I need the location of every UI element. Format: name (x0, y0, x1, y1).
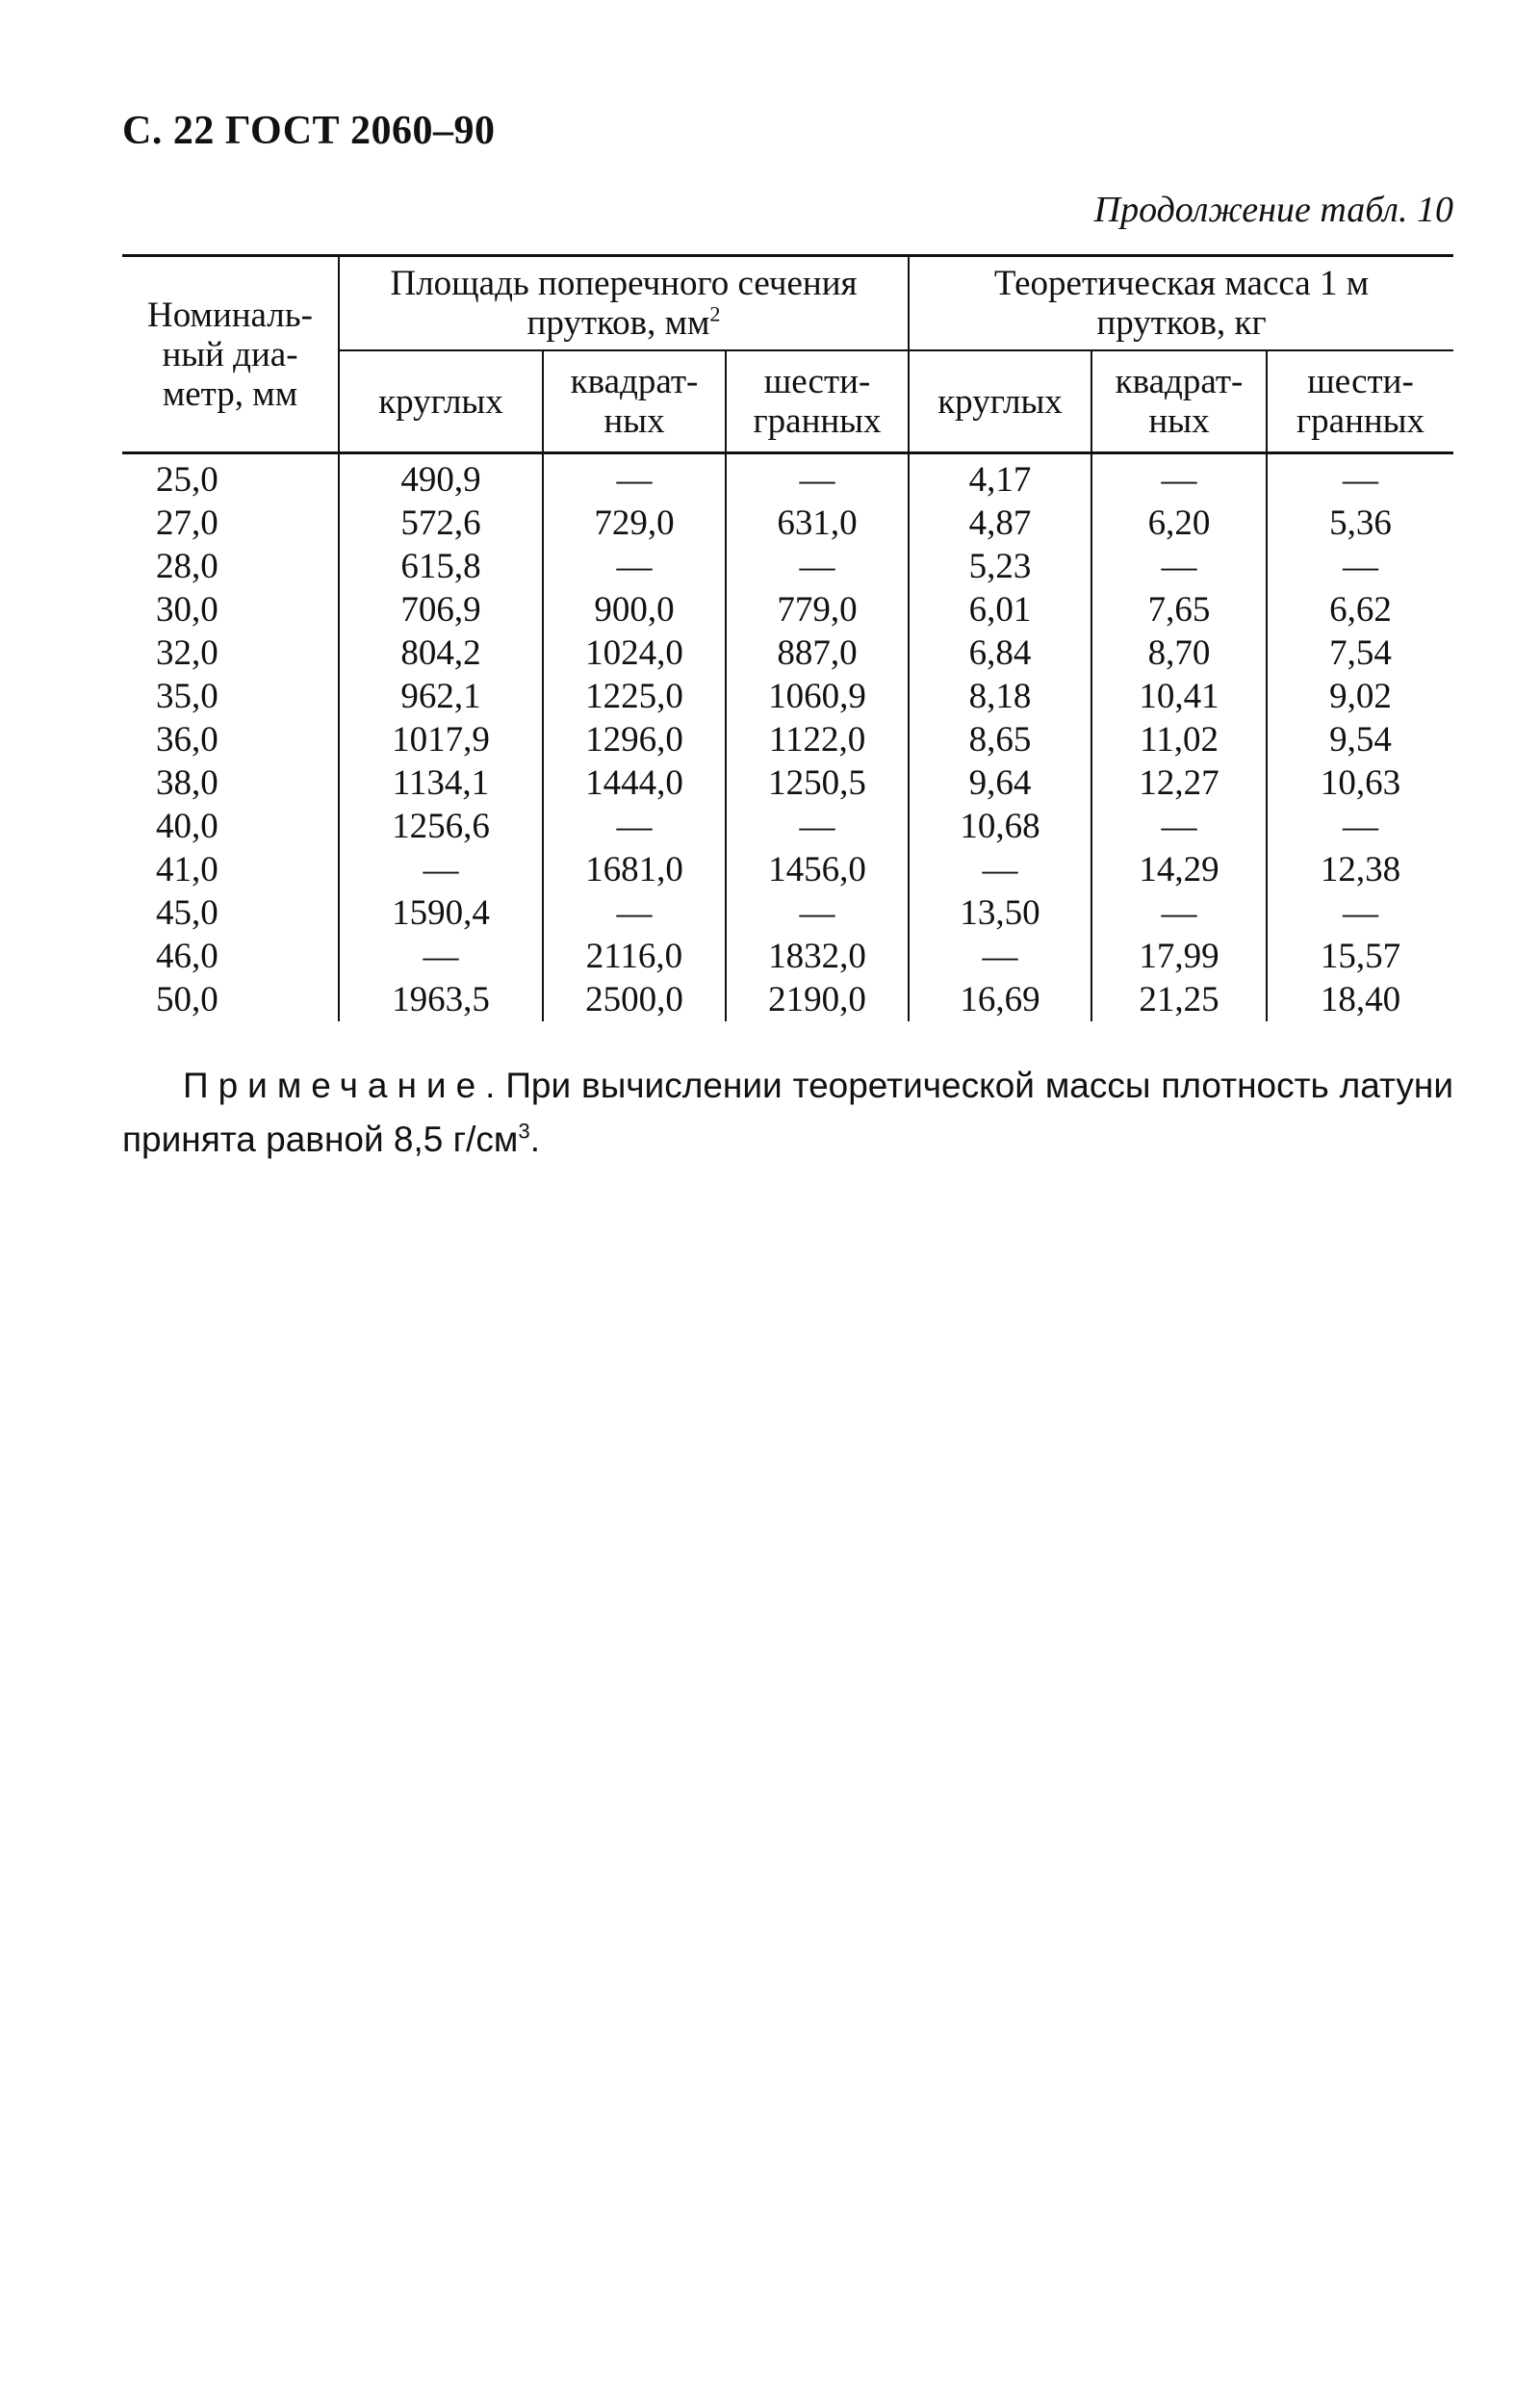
cell-area-hex: 1250,5 (726, 761, 909, 805)
table-note (122, 1059, 1453, 1167)
table-row (122, 453, 1453, 503)
cell-area-square: 900,0 (543, 588, 726, 631)
cell-area-square: — (543, 805, 726, 848)
cell-diameter: 50,0 (156, 980, 218, 1019)
cell-mass-round: 10,68 (909, 805, 1091, 848)
cell-area-hex: 631,0 (726, 502, 909, 545)
table-caption: Продолжение табл. 10 (1093, 190, 1453, 230)
cell-mass-square: 8,70 (1091, 631, 1267, 675)
cell-mass-round: — (909, 935, 1091, 978)
column-header-area-round: круглых (339, 350, 543, 453)
table-row (122, 935, 1453, 978)
cell-mass-hex: 6,62 (1267, 588, 1453, 631)
cell-area-hex: 1456,0 (726, 848, 909, 891)
table-row (122, 891, 1453, 935)
cell-area-square: 729,0 (543, 502, 726, 545)
cell-area-square: — (543, 891, 726, 935)
cell-mass-round: 5,23 (909, 545, 1091, 588)
cell-mass-square: — (1091, 545, 1267, 588)
column-header-area-hex: шести- гранных (726, 350, 909, 453)
cell-diameter: 32,0 (156, 633, 218, 673)
cell-diameter: 28,0 (156, 547, 218, 586)
cell-area-round: 706,9 (339, 588, 543, 631)
cell-diameter: 35,0 (156, 677, 218, 716)
cell-mass-hex: — (1267, 805, 1453, 848)
area-header-text: Площадь поперечного сечения прутков, мм (390, 264, 858, 343)
cell-mass-square: — (1091, 805, 1267, 848)
table-container (122, 254, 1453, 1021)
cell-area-square: 2116,0 (543, 935, 726, 978)
cell-area-round: 572,6 (339, 502, 543, 545)
cell-mass-square: 14,29 (1091, 848, 1267, 891)
cell-area-hex: 1060,9 (726, 675, 909, 718)
cell-area-square: 1024,0 (543, 631, 726, 675)
cell-mass-round: — (909, 848, 1091, 891)
cell-diameter: 46,0 (156, 937, 218, 976)
cell-mass-hex: 15,57 (1267, 935, 1453, 978)
cell-diameter: 30,0 (156, 590, 218, 630)
column-header-diameter (122, 256, 339, 453)
cell-mass-square: — (1091, 891, 1267, 935)
cell-diameter: 41,0 (156, 850, 218, 889)
cell-mass-square: 21,25 (1091, 978, 1267, 1021)
note-superscript: 3 (518, 1119, 530, 1144)
table-row (122, 631, 1453, 675)
cell-area-square: 1444,0 (543, 761, 726, 805)
cell-area-hex: — (726, 453, 909, 503)
data-table (122, 254, 1453, 1021)
cell-mass-square: 6,20 (1091, 502, 1267, 545)
table-row (122, 761, 1453, 805)
column-header-area-square: квадрат- ных (543, 350, 726, 453)
diameter-header-text: Номиналь- ный диа- метр, мм (147, 295, 313, 414)
note-label-punctuation: . (485, 1066, 496, 1105)
column-header-mass-round: круглых (909, 350, 1091, 453)
cell-area-hex: 2190,0 (726, 978, 909, 1021)
table-row (122, 978, 1453, 1021)
cell-diameter: 40,0 (156, 807, 218, 846)
cell-mass-round: 13,50 (909, 891, 1091, 935)
cell-mass-hex: 12,38 (1267, 848, 1453, 891)
cell-area-square: 1225,0 (543, 675, 726, 718)
cell-area-square: 1296,0 (543, 718, 726, 761)
cell-mass-hex: 7,54 (1267, 631, 1453, 675)
table-row (122, 718, 1453, 761)
cell-diameter: 25,0 (156, 460, 218, 500)
cell-area-round: 615,8 (339, 545, 543, 588)
cell-mass-hex: 18,40 (1267, 978, 1453, 1021)
cell-area-round: 1256,6 (339, 805, 543, 848)
cell-diameter: 45,0 (156, 893, 218, 933)
table-row (122, 848, 1453, 891)
cell-area-hex: 887,0 (726, 631, 909, 675)
page-header (122, 108, 496, 154)
cell-mass-hex: — (1267, 453, 1453, 503)
cell-area-hex: 779,0 (726, 588, 909, 631)
cell-mass-square: 10,41 (1091, 675, 1267, 718)
cell-area-hex: 1122,0 (726, 718, 909, 761)
cell-mass-hex: — (1267, 545, 1453, 588)
cell-diameter: 38,0 (156, 763, 218, 803)
note-text-end: . (529, 1120, 540, 1159)
cell-mass-round: 16,69 (909, 978, 1091, 1021)
cell-mass-round: 4,87 (909, 502, 1091, 545)
table-row (122, 545, 1453, 588)
cell-area-square: — (543, 453, 726, 503)
cell-area-square: 1681,0 (543, 848, 726, 891)
cell-mass-hex: — (1267, 891, 1453, 935)
column-group-area (339, 256, 909, 351)
cell-mass-square: 17,99 (1091, 935, 1267, 978)
cell-area-round: 804,2 (339, 631, 543, 675)
column-header-mass-square: квадрат- ных (1091, 350, 1267, 453)
cell-mass-round: 8,18 (909, 675, 1091, 718)
cell-mass-hex: 9,54 (1267, 718, 1453, 761)
table-row (122, 502, 1453, 545)
cell-mass-round: 6,01 (909, 588, 1091, 631)
column-group-mass (909, 256, 1453, 351)
cell-area-hex: 1832,0 (726, 935, 909, 978)
cell-diameter: 27,0 (156, 503, 218, 543)
cell-mass-round: 9,64 (909, 761, 1091, 805)
cell-mass-hex: 9,02 (1267, 675, 1453, 718)
table-body (122, 453, 1453, 1022)
cell-area-hex: — (726, 891, 909, 935)
cell-mass-hex: 10,63 (1267, 761, 1453, 805)
cell-area-round: 1134,1 (339, 761, 543, 805)
table-row (122, 675, 1453, 718)
cell-mass-square: 11,02 (1091, 718, 1267, 761)
cell-area-round: 1590,4 (339, 891, 543, 935)
cell-area-round: 1017,9 (339, 718, 543, 761)
cell-mass-square: 7,65 (1091, 588, 1267, 631)
cell-mass-hex: 5,36 (1267, 502, 1453, 545)
cell-mass-square: 12,27 (1091, 761, 1267, 805)
cell-area-round: 490,9 (339, 453, 543, 503)
table-row (122, 805, 1453, 848)
page-reference: С. 22 ГОСТ 2060–90 (122, 109, 496, 153)
cell-mass-round: 4,17 (909, 453, 1091, 503)
table-row (122, 588, 1453, 631)
note-text: При вычислении теоретической массы плотность латуни принята равной 8,5 г/см (122, 1066, 1453, 1159)
mass-header-text: Теоретическая масса 1 м прутков, кг (993, 264, 1370, 343)
cell-area-round: — (339, 935, 543, 978)
cell-mass-round: 8,65 (909, 718, 1091, 761)
cell-area-square: — (543, 545, 726, 588)
cell-mass-square: — (1091, 453, 1267, 503)
cell-area-round: — (339, 848, 543, 891)
cell-area-round: 962,1 (339, 675, 543, 718)
note-label: Примечание (183, 1066, 486, 1105)
cell-diameter: 36,0 (156, 720, 218, 760)
cell-area-square: 2500,0 (543, 978, 726, 1021)
cell-mass-round: 6,84 (909, 631, 1091, 675)
cell-area-round: 1963,5 (339, 978, 543, 1021)
column-header-mass-hex: шести- гранных (1267, 350, 1453, 453)
cell-area-hex: — (726, 805, 909, 848)
cell-area-hex: — (726, 545, 909, 588)
area-header-superscript: 2 (709, 301, 721, 326)
